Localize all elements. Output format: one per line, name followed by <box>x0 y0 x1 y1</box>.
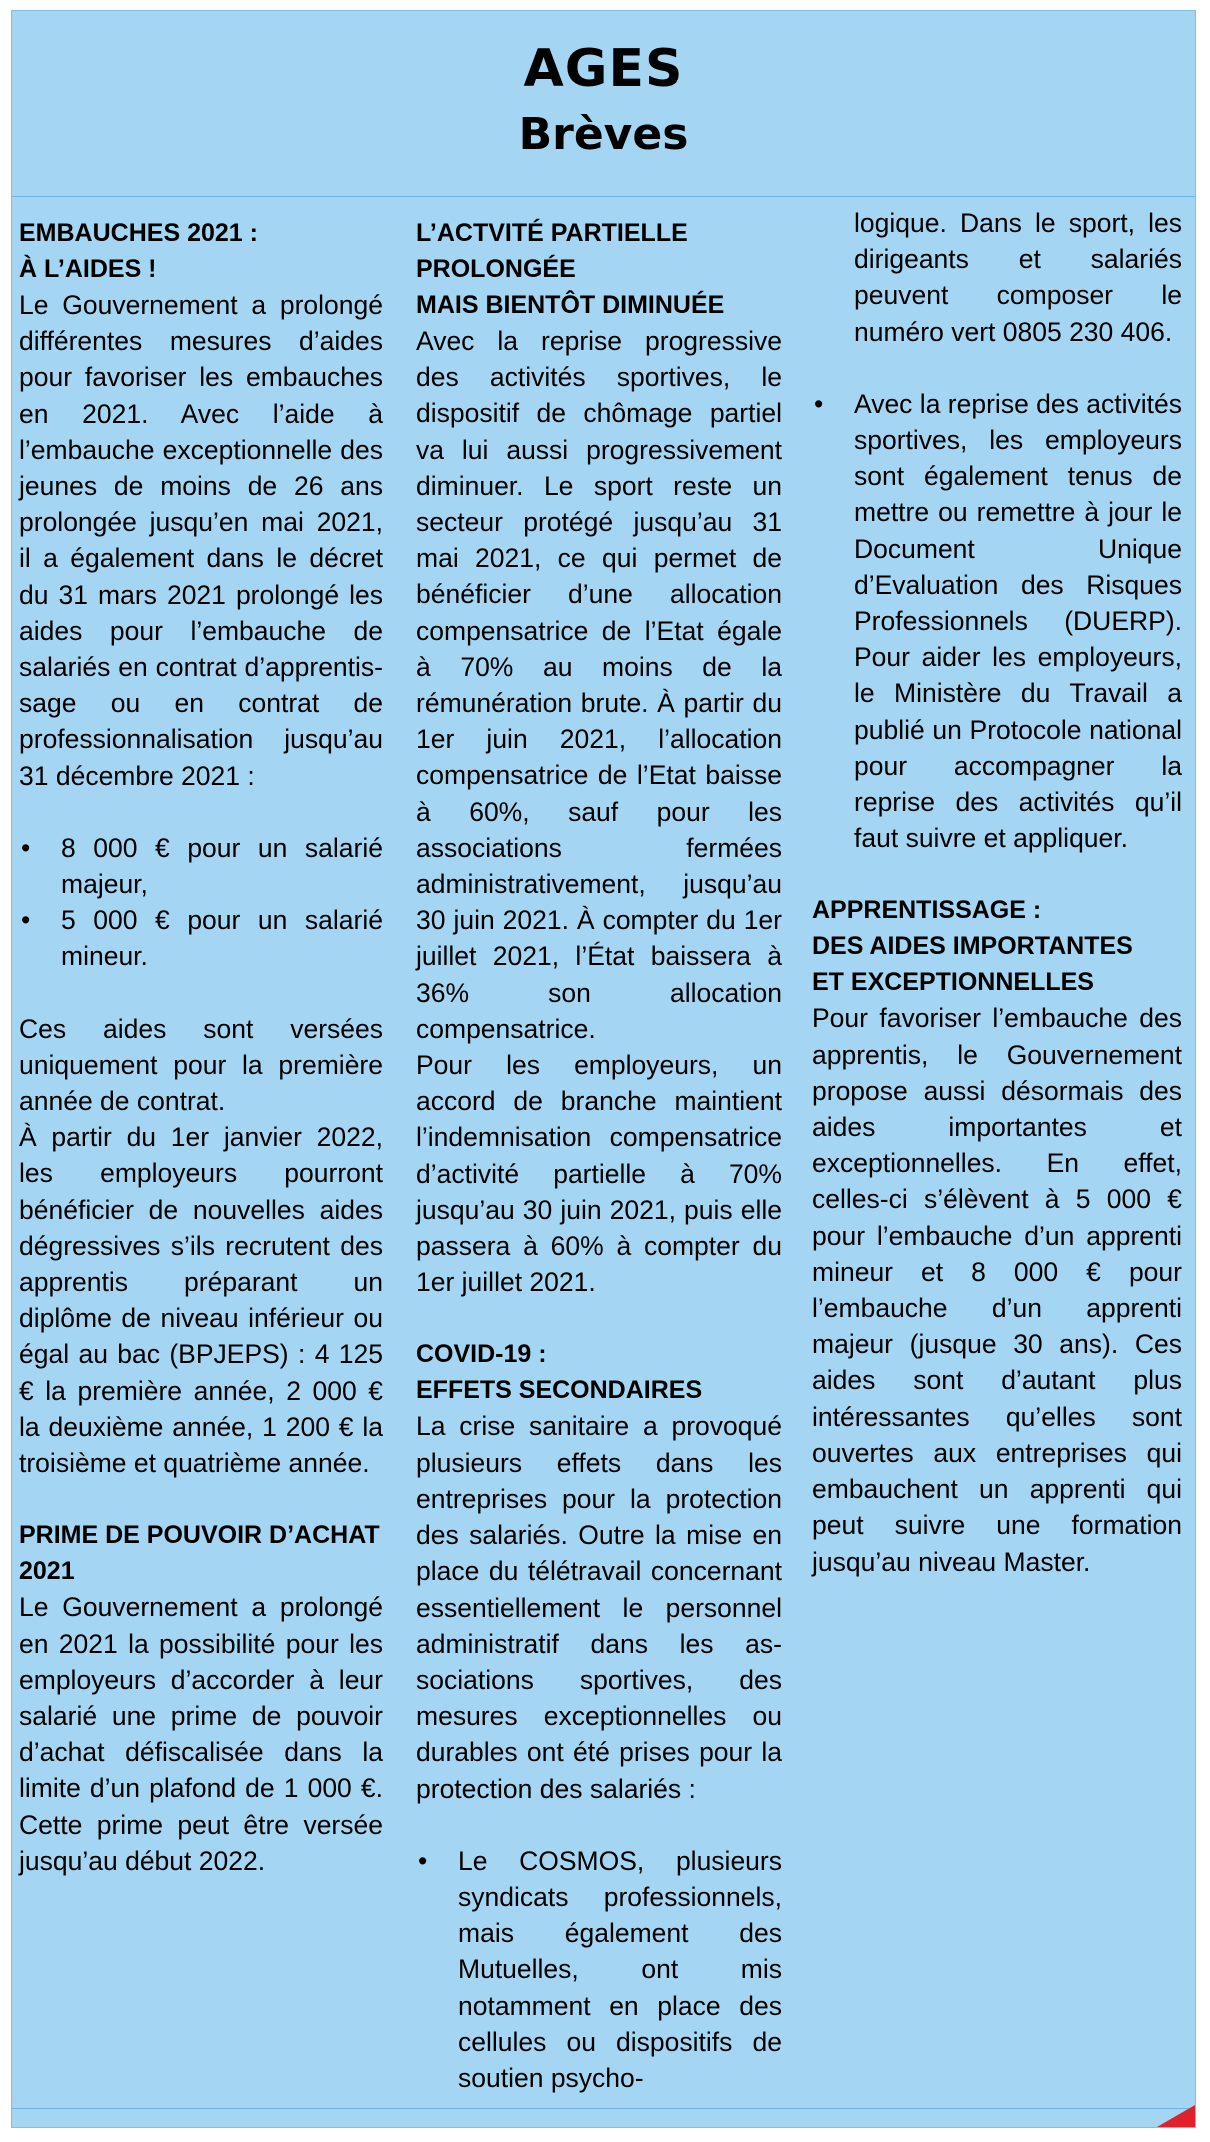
heading-embauches <box>19 215 383 287</box>
heading-line: DES AIDES IMPORTANTES <box>812 932 1133 961</box>
list-item-text: 5 000 € pour un salarié mineur. <box>61 905 383 972</box>
paragraph: À partir du 1er janvier 2022, les employeurs pourront bénéficier de nouvelles aides dégressives s’ils recrutent des apprentis préparant un diplôme de niveau inférieur ou égal au bac (BPJEPS) : 4 125 € la première année, 2 000 € la deuxième année, 1 200 € la troisième et quatrième année. <box>19 1122 383 1479</box>
heading-apprentissage <box>812 892 1182 1000</box>
heading-line: APPRENTISSAGE : <box>812 896 1042 925</box>
list-item <box>19 830 383 902</box>
paragraph: La crise sanitaire a provoqué plusieurs effets dans les entreprises pour la protection des salariés. Outre la mise en place du télétravail concernant essentiellement le personnel administratif dans les as-sociations sportives, des mesures exceptionnelles ou durables ont été prises pour la protection des salariés : <box>416 1411 782 1804</box>
heading-line: L’ACTVITÉ PARTIELLE <box>416 219 688 247</box>
paragraph: Ces aides sont versées uniquement pour la première année de contrat. <box>19 1013 383 1117</box>
list-item-text: Avec la reprise des activités sportives, les employeurs sont également tenus de mettre ou remettre à jour le Document Unique d’Evaluation des Risques Professionnels (DUERP). Pour aider les employeurs, le Ministère du Travail a publié un Protocole national pour accompagner la reprise des activités qu’il faut suivre et appliquer. <box>854 388 1182 854</box>
page-subtitle: Brèves <box>518 109 689 160</box>
paragraph: Pour les employeurs, un accord de branche maintient l’indemnisation compensatrice d’activité partielle à 70% jusqu’au 30 juin 2021, puis elle passera à 60% à compter du 1er juillet 2021. <box>416 1050 782 1298</box>
heading-line: À L’AIDES ! <box>19 255 157 283</box>
heading-line: PRIME DE POUVOIR D’ACHAT <box>19 1521 380 1550</box>
column-3 <box>812 205 1182 1580</box>
column-2 <box>416 215 782 2096</box>
bullet-icon: • <box>418 1845 428 1876</box>
list-item-text: 8 000 € pour un salarié majeur, <box>61 832 383 900</box>
list-item <box>19 902 383 974</box>
heading-line: ET EXCEPTIONNELLES <box>812 968 1094 997</box>
page-title: AGES <box>523 39 684 99</box>
bullet-list <box>812 386 1182 857</box>
bullet-list <box>416 1843 782 2096</box>
bullet-icon: • <box>814 388 824 419</box>
heading-line: 2021 <box>19 1557 75 1586</box>
list-item <box>416 1843 782 2096</box>
corner-mark <box>1157 2105 1195 2127</box>
column-1 <box>19 215 383 1879</box>
list-item <box>812 386 1182 857</box>
heading-line: MAIS BIENTÔT DIMINUÉE <box>416 291 725 319</box>
paragraph: Avec la reprise progressive des activités sportives, le dispositif de chômage partiel va lui aussi progressivement diminuer. Le sport reste un secteur protégé jusqu’au 31 mai 2021, ce qui permet de bénéficier d’une allocation compensatrice de l’Etat égale à 70% au moins de la rémunération brute. À partir du 1er juin 2021, l’allocation compensatrice de l’Etat baisse à 60%, sauf pour les associations fermées administrativement, jusqu’au 30 juin 2021. À compter du 1er juillet 2021, l’État baissera à 36% son allocation compensatrice. <box>416 326 782 1044</box>
bullet-list <box>19 830 383 975</box>
heading-line: COVID-19 : <box>416 1340 547 1369</box>
heading-line: EMBAUCHES 2021 : <box>19 219 258 247</box>
paragraph: logique. Dans le sport, les dirigeants et salariés peuvent composer le numéro vert 0805 230 406. <box>854 208 1182 347</box>
bullet-icon: • <box>21 832 31 863</box>
heading-line: PROLONGÉE <box>416 255 576 283</box>
heading-covid <box>416 1336 782 1408</box>
paragraph: Le Gouvernement a prolongé en 2021 la possibilité pour les employeurs d’accorder à leur salarié une prime de pouvoir d’achat défiscalisée dans la limite d’un plafond de 1 000 €. Cette prime peut être versée jusqu’au début 2022. <box>19 1592 383 1876</box>
list-item-text: Le COSMOS, plusieurs syndicats professionnels, mais également des Mutuelles, ont mis notamment en place des cellules ou dispositifs de soutien psycho- <box>458 1845 782 2093</box>
heading-prime <box>19 1517 383 1589</box>
heading-activite-partielle <box>416 215 782 323</box>
heading-line: EFFETS SECONDAIRES <box>416 1376 703 1405</box>
bullet-icon: • <box>21 905 31 936</box>
page-header <box>12 11 1195 197</box>
paragraph: Pour favoriser l’embauche des apprentis, le Gouvernement propose aussi désormais des aides importantes et exceptionnelles. En effet, celles-ci s’élèvent à 5 000 € pour l’embauche d’un apprenti mineur et 8 000 € pour l’embauche d’un apprenti majeur (jusque 30 ans). Ces aides sont d’autant plus intéressantes qu’elles sont ouvertes aux entreprises qui embauchent un apprenti qui peut suivre une formation jusqu’au niveau Master. <box>812 1003 1182 1577</box>
paragraph: Le Gouvernement a prolongé différentes mesures d’aides pour favoriser les embauches en 2021. Avec l’aide à l’embauche exceptionnelle des jeunes de moins de 26 ans prolongée jusqu’en mai 2021, il a également dans le décret du 31 mars 2021 prolongé les aides pour l’embauche de salariés en contrat d’apprentis-sage ou en contrat de professionnalisation jusqu’au 31 décembre 2021 : <box>19 290 383 791</box>
